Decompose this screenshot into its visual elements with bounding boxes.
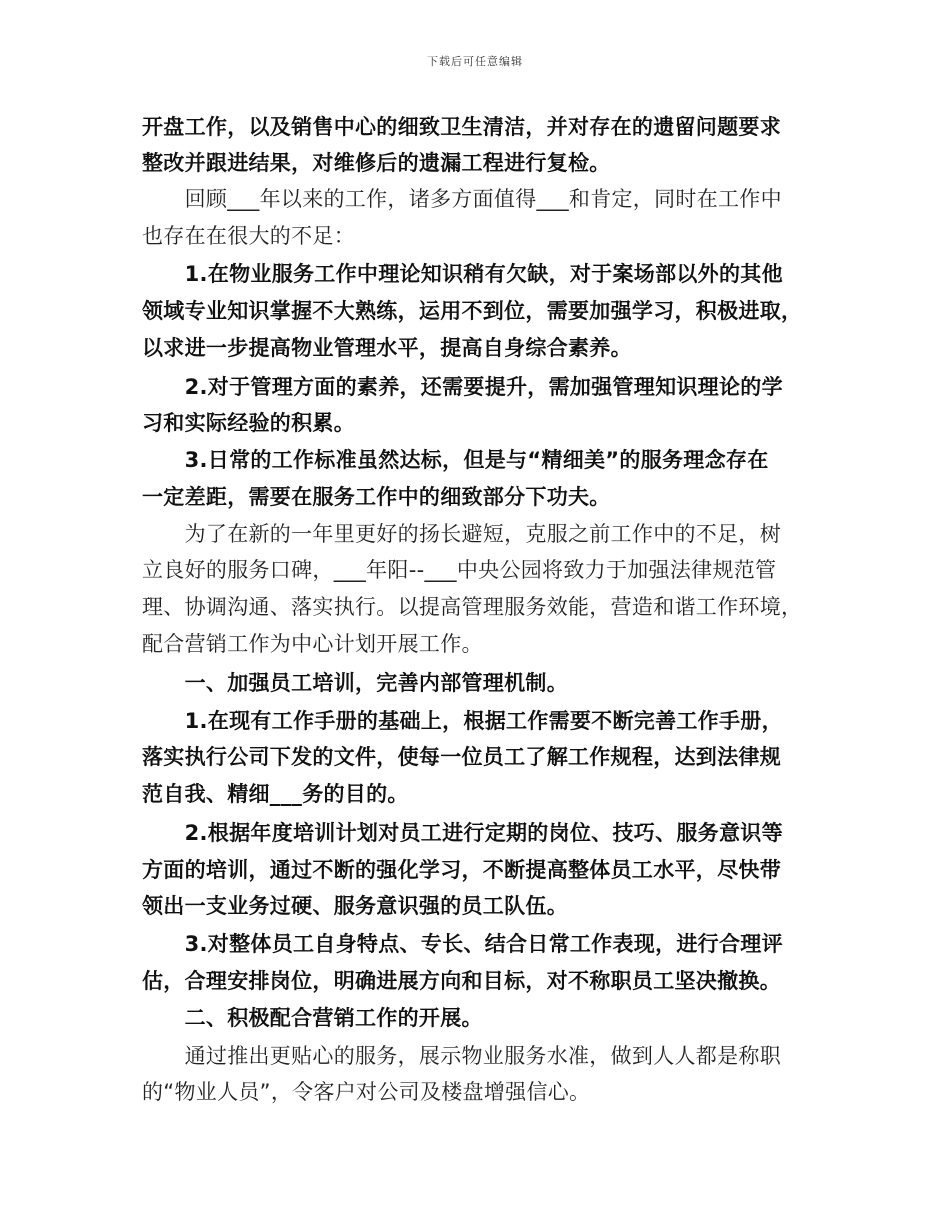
text-line: 1.在现有工作手册的基础上，根据工作需要不断完善工作手册， <box>142 709 783 733</box>
text-line: 整改并跟进结果，对维修后的遗漏工程进行复检。 <box>142 151 611 175</box>
text-line: 方面的培训，通过不断的强化学习，不断提高整体员工水平，尽快带 <box>142 858 781 882</box>
text-line: 二、积极配合营销工作的开展。 <box>142 1006 483 1030</box>
text-line: 3.对整体员工自身特点、专长、结合日常工作表现，进行合理评 <box>142 932 783 956</box>
text-line: 立良好的服务口碑，___年阳--___中央公园将致力于加强法律规范管 <box>142 558 777 582</box>
text-line: 习和实际经验的积累。 <box>142 411 355 435</box>
text-line: 1.在物业服务工作中理论知识稍有欠缺，对于案场部以外的其他 <box>142 262 783 286</box>
text-line: 回顾___年以来的工作，诸多方面值得___和肯定，同时在工作中 <box>142 187 782 211</box>
text-line: 2.对于管理方面的素养，还需要提升，需加强管理知识理论的学 <box>142 375 783 399</box>
text-line: 落实执行公司下发的文件，使每一位员工了解工作规程，达到法律规 <box>142 745 781 769</box>
text-line: 一、加强员工培训，完善内部管理机制。 <box>142 671 568 695</box>
page-header: 下载后可任意编辑 <box>427 55 523 68</box>
text-line: 为了在新的一年里更好的扬长避短，克服之前工作中的不足，树 <box>142 522 781 546</box>
text-line: 也存在在很大的不足： <box>142 224 355 248</box>
text-line: 2.根据年度培训计划对员工进行定期的岗位、技巧、服务意识等 <box>142 821 783 845</box>
text-line: 领出一支业务过硬、服务意识强的员工队伍。 <box>142 894 568 918</box>
text-line: 一定差距，需要在服务工作中的细致部分下功夫。 <box>142 485 611 509</box>
text-line: 3.日常的工作标准虽然达标，但是与“精细美”的服务理念存在 <box>142 448 769 472</box>
text-line: 开盘工作，以及销售中心的细致卫生清洁，并对存在的遗留问题要求 <box>142 115 781 139</box>
text-line: 领域专业知识掌握不大熟练，运用不到位，需要加强学习，积极进取， <box>142 299 803 323</box>
text-line: 配合营销工作为中心计划开展工作。 <box>142 632 483 656</box>
text-line: 理、协调沟通、落实执行。以提高管理服务效能，营造和谐工作环境， <box>142 595 803 619</box>
text-line: 以求进一步提高物业管理水平，提高自身综合素养。 <box>142 336 632 360</box>
text-line: 通过推出更贴心的服务，展示物业服务水准，做到人人都是称职 <box>142 1044 781 1068</box>
text-line: 估，合理安排岗位，明确进展方向和目标，对不称职员工坚决撤换。 <box>142 969 781 993</box>
text-line: 的“物业人员”，令客户对公司及楼盘增强信心。 <box>142 1080 591 1104</box>
text-line: 范自我、精细___务的目的。 <box>142 782 409 806</box>
